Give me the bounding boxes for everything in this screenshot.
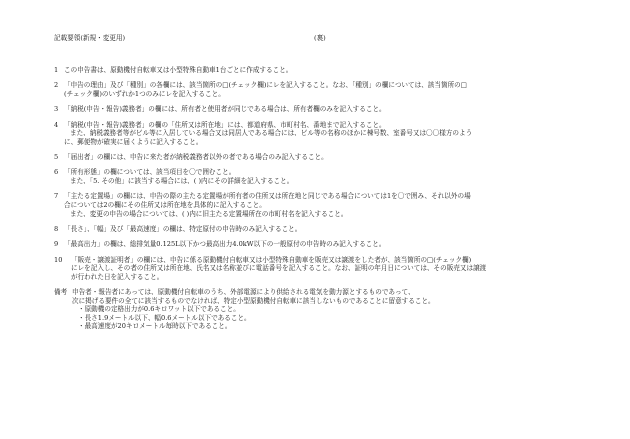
item-number: 7 xyxy=(54,192,59,201)
item-number: 3 xyxy=(54,105,59,114)
item-text: また、変更の申告の場合については、( )内に旧主たる定置場所在の市町村名を記入すること。 xyxy=(70,209,348,218)
item-number: 10 xyxy=(54,255,63,264)
item-text: 「最高出力」の欄は、総排気量0.125L以下かつ最高出力4.0kW以下の一般原付の申告時のみ記入すること。 xyxy=(64,240,386,249)
item-number: 1 xyxy=(54,66,59,74)
remarks-bullet: ・最高速度が20キロメートル毎時以下であること。 xyxy=(78,322,232,331)
item-text: に、郵便物が確実に届くように記入すること。 xyxy=(64,137,203,146)
item-text: 「納税(申告・報告)義務者」の欄の「住所又は所在地」には、都道府県、市町村名、番地まで記入すること。 xyxy=(64,120,386,129)
item-text: 「申告の理由」及び「種別」の各欄には、該当箇所の□(チェック欄)にレを記入すること。なお、「種別」の欄については、該当箇所の□ xyxy=(64,81,468,90)
remarks-label: 備考 xyxy=(54,288,68,297)
remarks-bullet: ・長さ1.9メートル以下、幅0.6メートル以下であること。 xyxy=(78,313,251,322)
item-number: 8 xyxy=(54,224,59,233)
instruction-item xyxy=(54,168,614,185)
item-text: また、納税義務者等がビル等に入居している場合又は同居人である場合には、ビル等の名称のほかに棟号数、室番号又は〇〇様方のよう xyxy=(70,129,473,138)
item-number: 5 xyxy=(54,153,59,162)
remarks-bullet: ・原動機の定格出力が0.6キロワット以下であること。 xyxy=(78,305,240,314)
item-text: が行われた日を記入すること。 xyxy=(71,272,164,281)
instruction-item xyxy=(54,256,614,282)
remarks-text: 申告者・報告者にあっては、原動機付自転車のうち、外部電源により供給される電気を動力源とするものであって、 xyxy=(72,288,415,297)
item-text: 合については2の欄にその住所又は所在地を具体的に記入すること。 xyxy=(64,200,266,209)
page-side-label: (裏) xyxy=(314,34,326,42)
item-text: 「所有形態」の欄については、該当項目を〇で囲むこと。 xyxy=(64,168,236,177)
instruction-item xyxy=(54,121,614,147)
instruction-item xyxy=(54,66,614,75)
instruction-item xyxy=(54,240,614,249)
item-text: 「主たる定置場」の欄には、申告の際の主たる定置場が所有者の住所又は所在地と同じである場合については1を〇で囲み、それ以外の場 xyxy=(64,192,471,201)
instruction-item xyxy=(54,105,614,114)
item-number: 6 xyxy=(54,168,59,177)
instruction-item xyxy=(54,225,614,234)
item-text: にレを記入し、その者の住所又は所在地、氏名又は名称並びに電話番号を記入すること。なお、証明の年月日については、その販売又は譲渡 xyxy=(71,264,487,273)
document-title: 記載要領(新規・変更用) xyxy=(54,34,126,42)
item-text: 「長さ」、「幅」及び「最高速度」の欄は、特定原付の申告時のみ記入すること。 xyxy=(64,224,302,233)
instruction-item xyxy=(54,153,614,162)
instruction-list xyxy=(54,66,614,331)
item-text: この申告書は、原動機付自転車又は小型特殊自動車1台ごとに作成すること。 xyxy=(64,66,293,74)
item-number: 2 xyxy=(54,81,59,90)
item-text: (チェック欄)のいずれか1つのみにレを記入すること。 xyxy=(64,89,225,98)
item-number: 4 xyxy=(54,120,59,129)
instruction-item xyxy=(54,192,614,218)
item-number: 9 xyxy=(54,240,59,249)
remarks-section xyxy=(54,288,614,331)
remarks-text: 次に掲げる要件の全てに該当するものでなければ、特定小型原動機付自転車に該当しないものであることに留意すること。 xyxy=(72,296,435,305)
item-text: また、「5. その他」に該当する場合には、( )内にその詳細を記入すること。 xyxy=(70,177,294,186)
instruction-item xyxy=(54,81,614,98)
item-text: 「納税(申告・報告)義務者」の欄には、所有者と使用者が同じである場合は、所有者欄のみを記入すること。 xyxy=(64,105,386,114)
item-text: 「販売・譲渡証明者」の欄には、申告に係る原動機付自転車又は小型特殊自動車を販売又は譲渡をした者が、該当箇所の□(チェック欄) xyxy=(71,255,472,264)
item-text: 「届出者」の欄には、申告に来た者が納税義務者以外の者である場合のみ記入すること。 xyxy=(64,153,328,162)
